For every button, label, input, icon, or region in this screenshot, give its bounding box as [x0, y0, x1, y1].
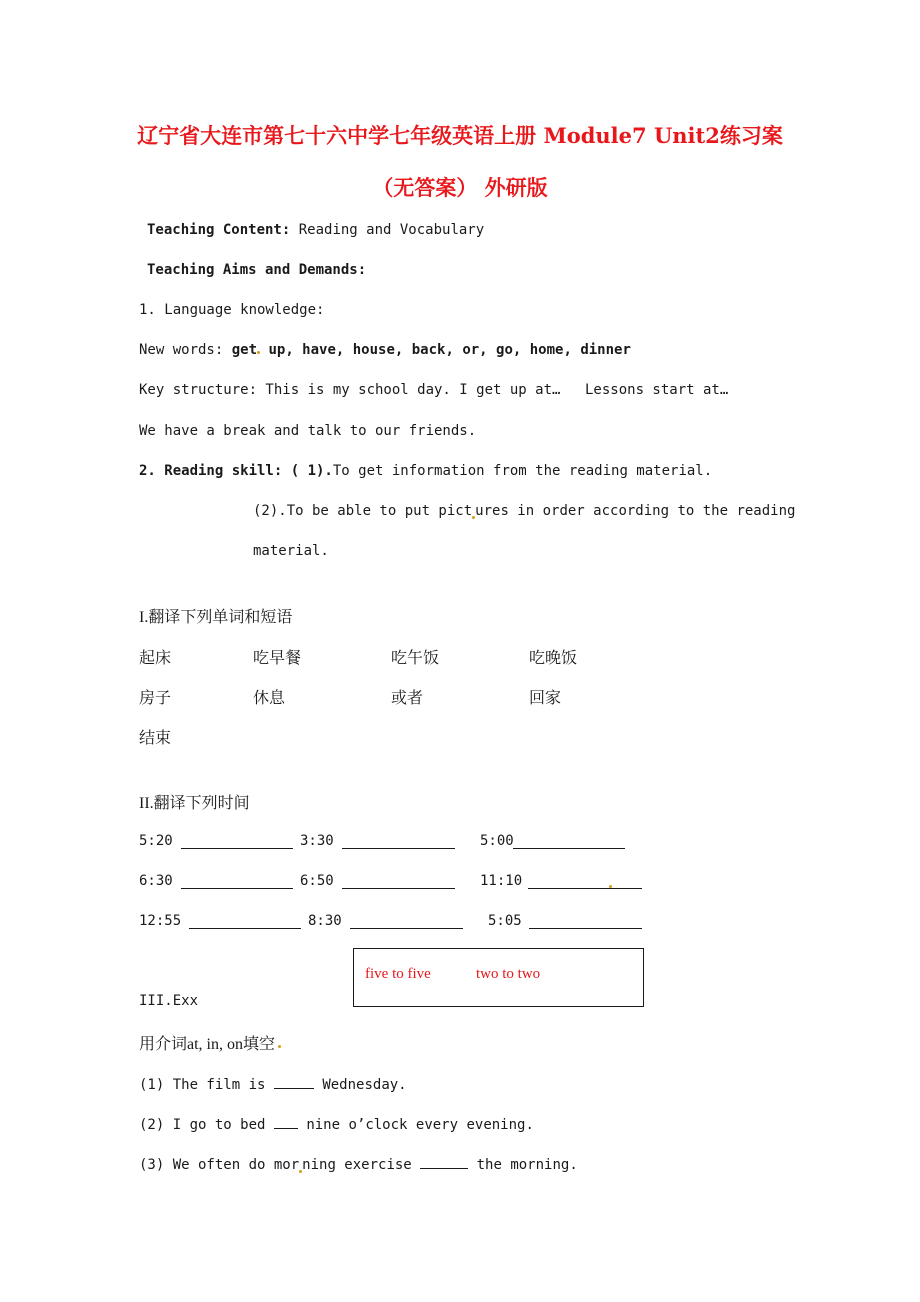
answer-blank[interactable] — [189, 914, 301, 929]
section1-heading: I.翻译下列单词和短语 — [139, 609, 293, 626]
word-item: 房子 — [139, 690, 172, 707]
mark-dot-icon — [609, 885, 612, 888]
teaching-content-label: Teaching Content: — [147, 222, 291, 238]
answer-blank[interactable] — [420, 1154, 468, 1169]
question-1 — [139, 1074, 407, 1093]
time-item: 6:30 — [139, 873, 173, 889]
reading-skill-a: To get information from the reading material. — [332, 463, 713, 479]
reading-skill-b — [253, 503, 795, 519]
key-structure-c: We have a break and talk to our friends. — [139, 423, 477, 439]
reading-skill-b-part2: ures in order according to the reading — [475, 503, 796, 519]
key-structure-a: Key structure: This is my school day. I get up at… — [139, 382, 561, 398]
question-1-part-a: (1) The film is — [139, 1077, 266, 1093]
question-2-part-a: (2) I go to bed — [139, 1117, 266, 1133]
question-3 — [139, 1154, 578, 1173]
answer-blank[interactable] — [342, 834, 455, 849]
word-item: 起床 — [139, 650, 172, 667]
document-title-line1: 辽宁省大连市第七十六中学七年级英语上册 Module7 Unit2练习案 — [137, 123, 783, 148]
answer-blank[interactable] — [274, 1074, 314, 1089]
new-words-list: up, have, house, back, or, go, home, dinner — [260, 342, 631, 358]
teaching-content-value: Reading and Vocabulary — [298, 222, 485, 238]
instruction-text-a: 用介词at, in, on — [139, 1036, 243, 1053]
answer-blank[interactable] — [181, 874, 293, 889]
question-3-part-c: the morning. — [476, 1157, 578, 1173]
new-words-line — [139, 342, 631, 358]
language-knowledge-item: 1. Language knowledge: — [139, 302, 325, 318]
answer-blank[interactable] — [350, 914, 463, 929]
time-item: 5:20 — [139, 833, 173, 849]
question-3-part-b: ning exercise — [302, 1157, 412, 1173]
time-item: 3:30 — [300, 833, 334, 849]
question-1-part-b: Wednesday. — [322, 1077, 407, 1093]
word-item: 回家 — [529, 690, 562, 707]
time-item: 5:05 — [488, 913, 522, 929]
example-text-a: five to five — [365, 966, 431, 982]
section3-heading: III.Exx — [139, 993, 199, 1009]
question-2 — [139, 1114, 534, 1133]
reading-skill-c: material. — [253, 543, 329, 559]
word-item: 休息 — [253, 690, 286, 707]
key-structure-b: Lessons start at… — [585, 382, 729, 398]
instruction-text-b: 填空 — [243, 1036, 276, 1053]
word-item: 吃午饭 — [391, 650, 440, 667]
teaching-aims-label: Teaching Aims and Demands: — [147, 262, 367, 278]
answer-blank[interactable] — [181, 834, 293, 849]
time-item: 5:00 — [480, 833, 514, 849]
answer-blank[interactable] — [274, 1114, 298, 1129]
time-item: 6:50 — [300, 873, 334, 889]
word-item: 或者 — [391, 690, 424, 707]
section2-heading: II.翻译下列时间 — [139, 795, 250, 812]
document-title-line2: （无答案） 外研版 — [372, 175, 548, 200]
reading-skill-label: 2. Reading skill: ( 1). — [139, 463, 333, 479]
time-item: 8:30 — [308, 913, 342, 929]
reading-skill-b-part1: (2).To be able to put pict — [253, 503, 473, 519]
section3-instruction — [139, 1031, 275, 1054]
word-item: 吃晚饭 — [529, 650, 578, 667]
answer-blank[interactable] — [528, 874, 642, 889]
reading-skill-line — [139, 463, 712, 479]
example-text-b: two to two — [476, 966, 541, 982]
answer-blank[interactable] — [342, 874, 455, 889]
time-item: 11:10 — [480, 873, 523, 889]
example-box — [353, 948, 644, 1007]
mark-dot-icon — [278, 1045, 281, 1048]
answer-blank[interactable] — [529, 914, 642, 929]
teaching-content-line — [147, 222, 484, 238]
question-2-part-b: nine o’clock every evening. — [306, 1117, 534, 1133]
answer-blank[interactable] — [513, 834, 625, 849]
word-item: 吃早餐 — [253, 650, 302, 667]
word-item: 结束 — [139, 730, 172, 747]
new-words-label: New words: — [139, 342, 224, 358]
time-item: 12:55 — [139, 913, 182, 929]
new-words-get: get — [231, 342, 258, 358]
question-3-part-a: (3) We often do mor — [139, 1157, 300, 1173]
